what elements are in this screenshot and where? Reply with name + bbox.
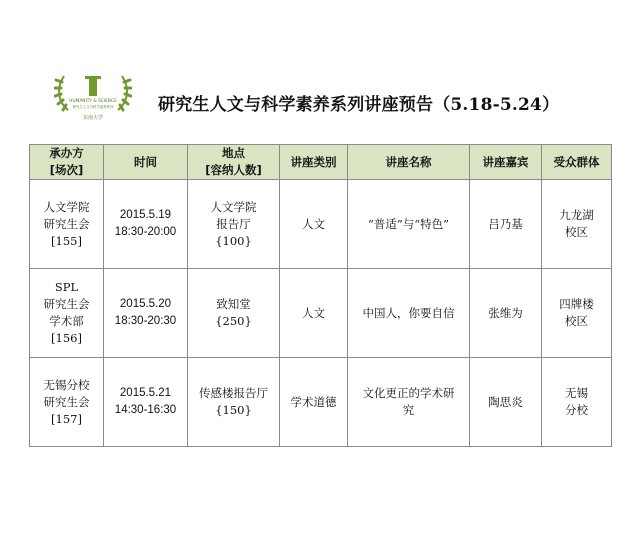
speaker-cell-text: 吕乃基	[488, 216, 523, 231]
lecture-name-cell	[348, 358, 470, 447]
organizer-cell-text: [157]	[51, 411, 82, 426]
category-cell	[280, 180, 348, 269]
venue-cell-text: 传感楼报告厅	[199, 386, 268, 400]
audience-cell	[542, 180, 612, 269]
organizer-cell-text: 无锡分校	[43, 377, 90, 392]
column-header-label: 讲座名称	[385, 154, 432, 169]
speaker-cell	[470, 358, 542, 447]
category-cell-text: 人文	[302, 305, 325, 320]
venue-cell	[188, 358, 280, 447]
audience-cell-text: 分校	[565, 403, 588, 417]
venue-cell	[188, 269, 280, 358]
organizer-cell-text: 研究生会	[43, 297, 90, 311]
time-cell-text: 2015.5.20	[119, 298, 172, 310]
venue-cell-text: 报告厅	[216, 216, 251, 231]
venue-cell	[188, 180, 280, 269]
column-header	[542, 145, 612, 180]
speaker-cell-text: 张维为	[488, 305, 523, 320]
organizer-cell-text: 学术部	[49, 314, 84, 328]
audience-cell-text: 无锡	[565, 386, 588, 400]
time-cell-text: 2015.5.19	[119, 209, 172, 221]
logo-seal-text: 东南大学	[82, 115, 104, 121]
audience-cell-text: 校区	[565, 225, 588, 239]
page-title: 研究生人文与科学素养系列讲座预告（5.18-5.24）	[158, 95, 560, 115]
time-cell-text: 18:30-20:30	[114, 315, 177, 327]
time-cell-text: 18:30-20:00	[114, 226, 177, 238]
organizer-cell	[30, 358, 104, 447]
organizer-cell-text: SPL	[54, 280, 79, 294]
audience-cell-text: 九龙湖	[559, 208, 594, 222]
time-cell	[104, 180, 188, 269]
organizer-cell-text: 人文学院	[43, 199, 90, 214]
time-cell	[104, 269, 188, 358]
audience-cell	[542, 358, 612, 447]
category-cell-text: 学术道德	[290, 394, 337, 409]
organizer-cell-text: 研究生会	[43, 216, 90, 231]
lecture-schedule-table	[29, 144, 612, 447]
column-header	[470, 145, 542, 180]
time-cell-text: 14:30-16:30	[114, 404, 177, 416]
venue-cell-text: {100}	[215, 233, 252, 248]
venue-cell-text: {150}	[215, 403, 252, 417]
column-header-label: 地点	[222, 146, 245, 160]
table-header-row	[30, 145, 612, 180]
lecture-name-cell	[348, 180, 470, 269]
lecture-name-cell-text: “普适”与“特色”	[367, 216, 450, 231]
speaker-cell-text: 陶思炎	[488, 394, 523, 409]
category-cell	[280, 358, 348, 447]
venue-cell-text: 人文学院	[210, 199, 257, 214]
lecture-name-cell	[348, 269, 470, 358]
organizer-cell-text: [155]	[51, 233, 82, 248]
column-header-label: 讲座嘉宾	[482, 154, 529, 169]
university-logo	[54, 66, 132, 124]
column-header-label: 讲座类别	[290, 154, 337, 169]
speaker-cell	[470, 180, 542, 269]
table-row	[30, 269, 612, 358]
organizer-cell-text: [156]	[51, 331, 82, 345]
lecture-name-cell-text: 文化更正的学术研	[362, 386, 455, 400]
table-row	[30, 358, 612, 447]
lecture-name-cell-text: 究	[402, 403, 415, 417]
column-header	[348, 145, 470, 180]
logo-arc-text: HUMANITY & SCIENCE	[69, 99, 117, 104]
column-header-label: [容纳人数]	[205, 163, 262, 177]
time-cell-text: 2015.5.21	[119, 387, 172, 399]
venue-cell-text: 致知堂	[216, 297, 251, 311]
audience-cell-text: 校区	[565, 314, 588, 328]
column-header	[188, 145, 280, 180]
column-header	[104, 145, 188, 180]
column-header	[280, 145, 348, 180]
organizer-cell	[30, 269, 104, 358]
category-cell-text: 人文	[302, 216, 325, 231]
category-cell	[280, 269, 348, 358]
logo-small-text: 研究生人文与科学素养系列	[72, 105, 114, 109]
time-cell	[104, 358, 188, 447]
speaker-cell	[470, 269, 542, 358]
column-header	[30, 145, 104, 180]
venue-cell-text: {250}	[215, 314, 252, 328]
organizer-cell	[30, 180, 104, 269]
column-header-label: 承办方	[49, 146, 84, 160]
column-header-label: 受众群体	[553, 154, 600, 169]
audience-cell-text: 四牌楼	[559, 297, 594, 311]
organizer-cell-text: 研究生会	[43, 394, 90, 409]
table-row	[30, 180, 612, 269]
column-header-label: 时间	[134, 154, 157, 169]
audience-cell	[542, 269, 612, 358]
lecture-name-cell-text: 中国人，你要自信	[362, 305, 455, 320]
column-header-label: [场次]	[49, 163, 84, 177]
